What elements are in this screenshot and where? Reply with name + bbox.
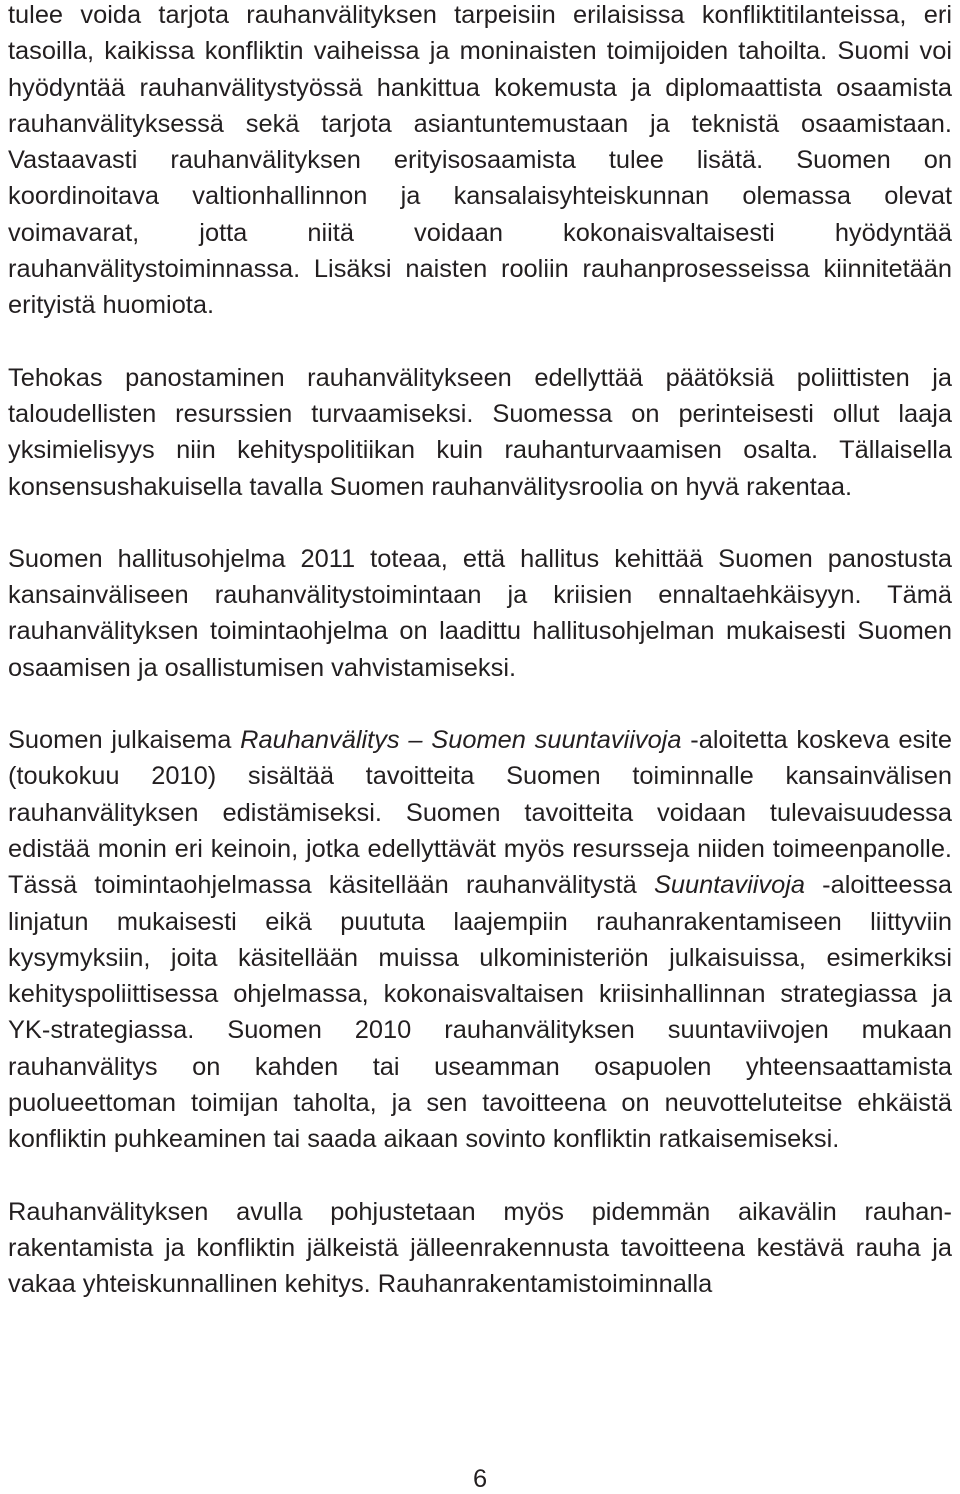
paragraph-1: tulee voida tarjota rauhanvälityksen tarpeisiin erilaisissa konfliktitilanteissa, eri tasoilla, kaikissa konfliktin vaiheissa ja moninaisten toimijoiden tahoilta. Suomi voi hyödyntää rauhanvälitystyössä hankittua kokemusta ja diplomaattista osaamista rauhanvälityksessä sekä tarjota asiantuntemustaan ja teknistä osaamistaan. Vastaavasti rauhanvälityksen erityisosaamista tulee lisätä. Suomen on koordinoitava valtionhallinnon ja kansalaisyhteiskunnan olemassa olevat voimavarat, jotta niitä voidaan kokonaisvaltaisesti hyödyntää rauhanvälitystoiminnassa. Lisäksi naisten rooliin rauhanprosesseissa kiinnitetään erityistä huomiota.: [8, 1, 952, 320]
paragraph-spacer: [8, 324, 952, 360]
publication-title: Rauhanvälitys – Suomen suuntaviivoja: [240, 726, 682, 755]
paragraph-4-lead: Suomen julkaisema: [8, 726, 241, 755]
paragraph-4-tail: -aloitteessa linjatun mukaisesti eikä puututa laajempiin rauhanrakentamiseen liittyviin kysymyksiin, joita käsitellään muissa ulkoministeriön julkaisuissa, esimerkiksi kehityspoliittisessa ohjelmassa, kokonaisvaltaisen kriisinhallinnan strategiassa ja YK-strategiassa. Suomen 2010 rauhanvälityksen suuntaviivojen mukaan rauhanvälitys on kahden tai useamman osapuolen yhteensaattamista puolueettoman toimijan taholta, ja sen tavoitteena on neuvotteluteitse ehkäistä konfliktin puhkeaminen tai saada aikaan sovinto konfliktin ratkaisemiseksi.: [8, 871, 952, 1154]
paragraph-spacer: [8, 505, 952, 541]
paragraph-4-middle: -aloitetta koskeva esite (toukokuu 2010) sisältää tavoitteita Suomen toiminnalle kansainvälisen rauhanvälityksen edistämiseksi. Suomen tavoitteita voidaan tulevaisuudessa edistää monin eri keinoin, jotka edellyttävät myös resursseja niiden toimeenpanolle. Tässä toimintaohjelmassa käsitellään rauhanvälitystä: [8, 726, 952, 900]
page-number: 6: [472, 1465, 488, 1493]
paragraph-spacer: [8, 1158, 952, 1194]
paragraph-spacer: [8, 686, 952, 722]
paragraph-2: Tehokas panostaminen rauhanvälitykseen edellyttää päätöksiä poliittisten ja taloudellisten resurssien turvaamiseksi. Suomessa on perinteisesti ollut laaja yksimielisyys niin kehityspolitiikan kuin rauhanturvaamisen osalta. Tällaisella konsensushakuisella tavalla Suomen rauhanvälitysroolia on hyvä rakentaa.: [8, 363, 952, 501]
paragraph-5: Rauhanvälityksen avulla pohjustetaan myös pidemmän aikavälin rauhanrakentamista ja konfliktin jälkeistä jälleenrakennusta tavoitteena kestävä rauha ja vakaa yhteiskunnallinen kehitys. Rauhanrakentamistoiminnalla: [8, 1197, 952, 1299]
publication-reference: Suuntaviivoja: [653, 871, 805, 900]
paragraph-4: [8, 722, 952, 1158]
paragraph-3: Suomen hallitusohjelma 2011 toteaa, että hallitus kehittää Suomen panostusta kansainväliseen rauhanvälitystoimintaan ja kriisien ennaltaehkäisyyn. Tämä rauhanvälityksen toimintaohjelma on laadittu hallitusohjelman mukaisesti Suomen osaamisen ja osallistumisen vahvistamiseksi.: [8, 544, 952, 682]
document-page: [8, 0, 952, 1303]
